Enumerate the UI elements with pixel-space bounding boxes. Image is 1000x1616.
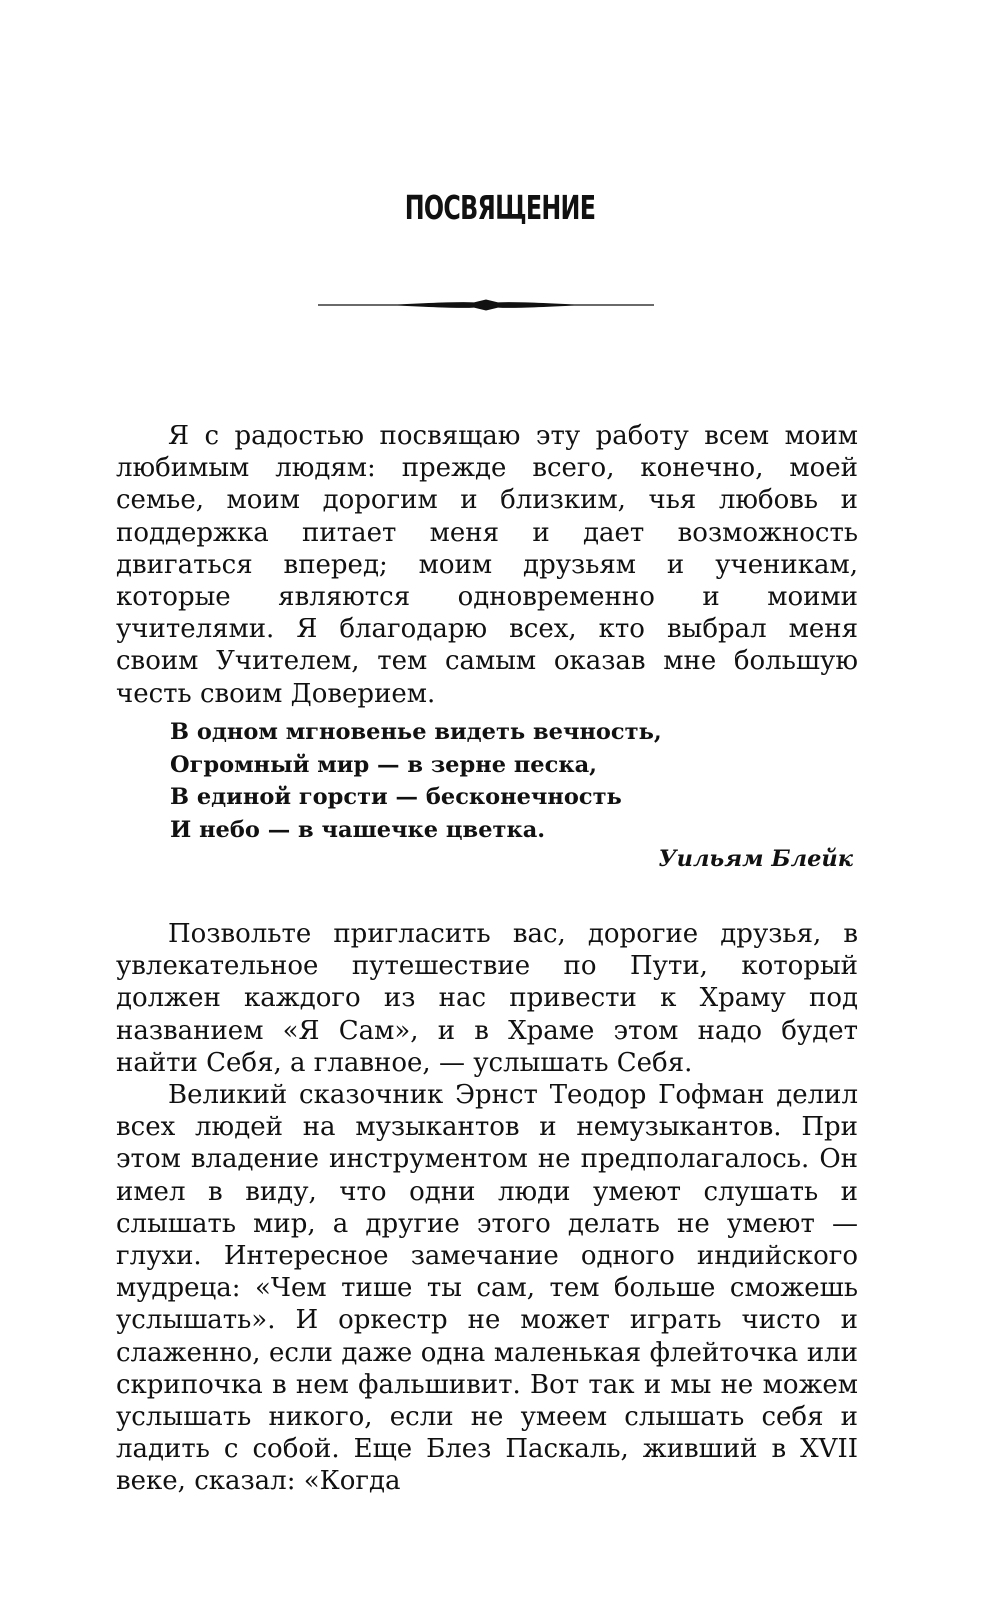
verse-line: В единой горсти — бесконечность [170,784,622,810]
body-paragraph: Позвольте пригласить вас, дорогие друзья, в увлекательное путешествие по Пути, который должен каждого из нас привести к Храму под названием «Я Сам», и в Храме этом надо будет найти Себя, а главное, — услышать Себя. [116,919,858,1078]
verse-line: И небо — в чашечке цветка. [170,816,546,843]
ornament-divider [318,298,654,312]
epigraph-verse [170,716,730,846]
main-text [116,918,858,1498]
verse-line: В одном мгновенье видеть вечность, [170,719,662,745]
verse-line: Огромный мир — в зерне песка, [170,751,597,778]
page-title: ПОСВЯЩЕНИЕ [404,188,596,227]
dedication-text [116,420,858,710]
dedication-paragraph: Я с радостью посвящаю эту работу всем моим любимым людям: прежде всего, конечно, моей семье, моим дорогим и близким, чья любовь и поддержка питает меня и дает возможность двигаться вперед; моим друзьям и ученикам, которые являются одновременно и моими учителями. Я благодарю всех, кто выбрал меня своим Учителем, тем самым оказав мне большую честь своим Доверием. [116,421,858,709]
body-paragraph: Великий сказочник Эрнст Теодор Гофман делил всех людей на музыкантов и немузыкантов. При этом владение инструментом не предполагалось. Он имел в виду, что одни люди умеют слушать и слышать мир, а другие этого делать не умеют — глухи. Интересное замечание одного индийского мудреца: «Чем тише ты сам, тем больше сможешь услышать». И оркестр не может играть чисто и слаженно, если даже одна маленькая флейточка или скрипочка в нем фальшивит. Вот так и мы не можем услышать никого, если не умеем слышать себя и ладить с собой. Еще Блез Паскаль, живший в XVII веке, сказал: «Когда [116,1080,858,1497]
epigraph-author: Уильям Блейк [658,846,853,872]
